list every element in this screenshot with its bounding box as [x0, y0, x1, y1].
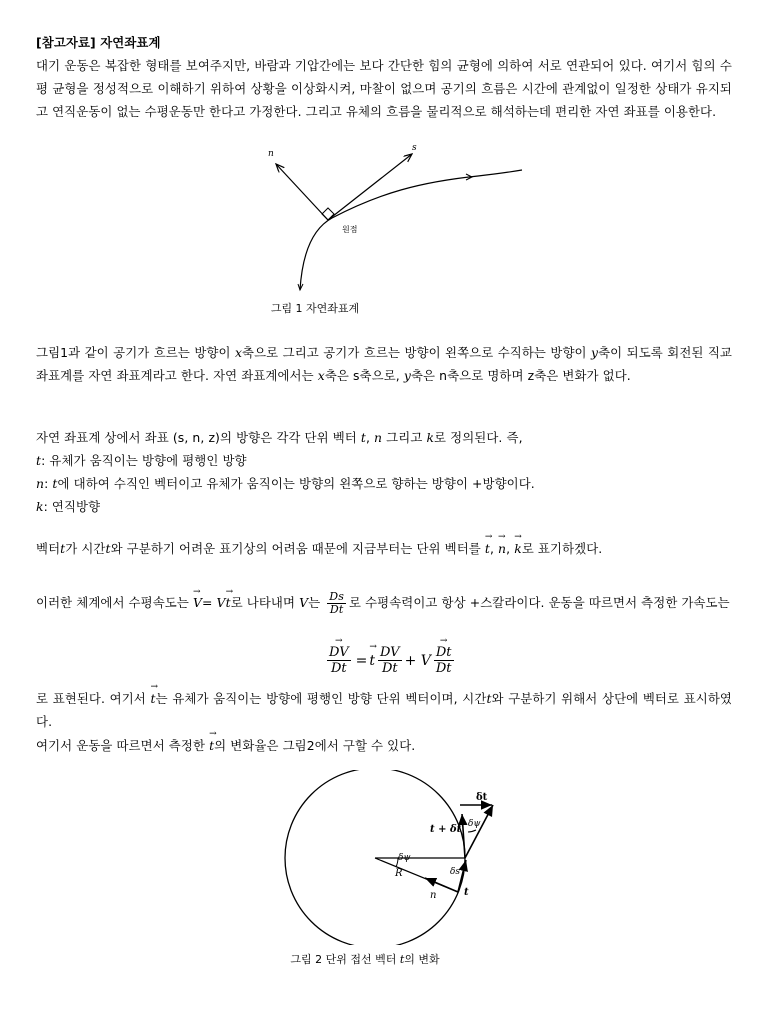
t-plus-dt-label: t + δt	[430, 824, 462, 835]
definition-list	[36, 449, 732, 518]
s-axis	[328, 154, 412, 220]
figure-1-caption: 그림 1 자연좌표계	[270, 302, 360, 315]
dpsi-right-label: δψ	[468, 819, 481, 829]
paragraph-5: 이러한 체계에서 수평속도는 → V= V→ t로 나타내며 V는 $\frac{Ds}{Dt}$ 로 수평속력이고 항상 +스칼라이다. 운동을 따르면서 측정한 가속도는	[36, 588, 732, 618]
paragraph-4: 벡터t가 시간t와 구분하기 어려운 표기상의 어려움 때문에 지금부터는 단위 벡터를 → t, → n, → k로 표기하겠다.	[36, 537, 732, 560]
ds-label: δs	[450, 867, 461, 877]
figure-1-natural-coordinates	[240, 138, 540, 298]
intro-paragraph: 대기 운동은 복잡한 형태를 보여주지만, 바람과 기압간에는 보다 간단한 힘의 균형에 의하여 서로 연관되어 있다. 여기서 힘의 수평 균형을 정성적으로 이해하기 위하여 상황을 이상화시켜, 마찰이 없으며 공기의 흐름은 시간에 관계없이 일정한 상태가 유지되고 연직운동이 없는 수평운동만 한다고 가정한다. 그리고 유체의 흐름을 물리적으로 해석하는데 편리한 자연 좌표를 이용한다.	[36, 58, 732, 119]
paragraph-6: 로 표현된다. 여기서 → t는 유체가 움직이는 방향에 평행인 방향 단위 벡터이며, 시간t와 구분하기 위해서 상단에 벡터로 표시하였다.	[36, 687, 732, 733]
n-label: n	[268, 149, 274, 159]
paragraph-2: 그림1과 같이 공기가 흐르는 방향이 x축으로 그리고 공기가 흐르는 방향이 왼쪽으로 수직하는 방향이 y축이 되도록 회전된 직교 좌표계를 자연 좌표계라고 한다. 자연 좌표계에서는 x축은 s축으로, y축은 n축으로 명하며 z축은 변화가 없다.	[36, 345, 732, 383]
figure-2-tangent-change	[270, 770, 510, 945]
dt-label: δt	[476, 792, 488, 803]
dpsi-center-label: δψ	[398, 853, 411, 863]
figure-2-caption: 그림 2 단위 접선 벡터 t의 변화	[290, 953, 440, 966]
acceleration-equation: → $\frac{DV}{Dt}$ = → t $\frac{DV}{Dt}$ + V → $\frac{Dt}{Dt}$	[324, 645, 457, 676]
flow-curve	[300, 170, 522, 290]
n-axis	[276, 164, 328, 220]
s-label: s	[412, 143, 417, 153]
section-heading: [참고자료] 자연좌표계	[36, 35, 161, 50]
n-label-fig2: n	[430, 890, 437, 901]
origin-label: 원점	[342, 225, 358, 234]
paragraph-3: 자연 좌표계 상에서 좌표 (s, n, z)의 방향은 각각 단위 벡터 t, n 그리고 k로 정의된다. 즉,	[36, 430, 523, 445]
definition-t: t: 유체가 움직이는 방향에 평행인 방향	[36, 453, 247, 468]
paragraph-7: 여기서 운동을 따르면서 측정한 → t의 변화율은 그림2에서 구할 수 있다.	[36, 734, 732, 757]
t-label-fig2: t	[464, 887, 469, 898]
definition-k: k: 연직방향	[36, 499, 101, 514]
r-label: R	[395, 868, 403, 879]
ds-dt-fraction: $\frac{Ds}{Dt}$	[329, 590, 344, 616]
intro-section	[36, 31, 732, 123]
definition-n: n: t에 대하여 수직인 벡터이고 유체가 움직이는 방향의 왼쪽으로 향하는 방향이 +방향이다.	[36, 476, 535, 491]
